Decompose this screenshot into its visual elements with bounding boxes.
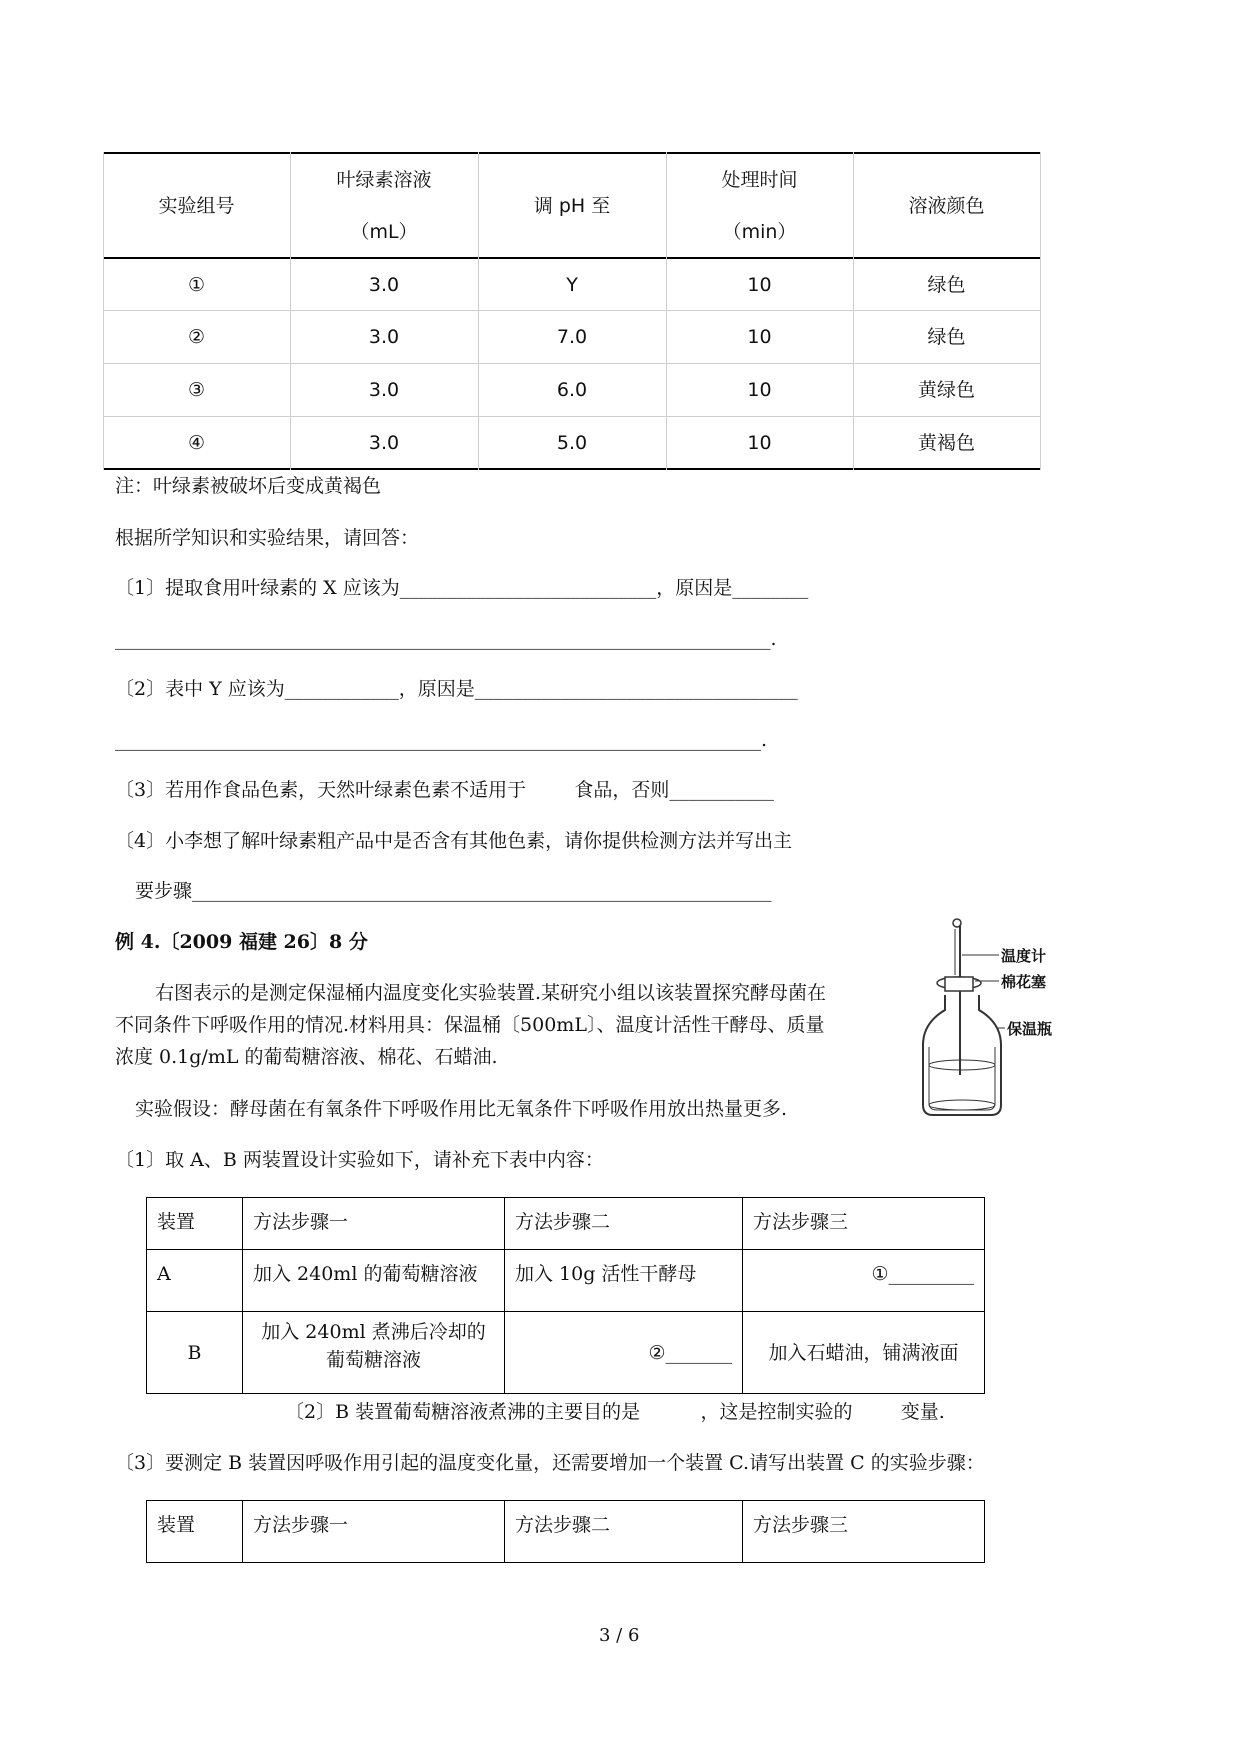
apparatus-figure xyxy=(915,915,1065,1120)
procedure-table-c xyxy=(146,1500,985,1563)
table-cell: A xyxy=(147,1250,243,1312)
table-cell: 7.0 xyxy=(556,326,588,348)
question-1: 〔1〕提取食用叶绿素的 X 应该为___________________________，原因是________ xyxy=(115,577,809,599)
table-cell: 方法步骤一 xyxy=(243,1198,505,1250)
question-4: 〔4〕小李想了解叶绿素粗产品中是否含有其他色素，请你提供检测方法并写出主 xyxy=(115,830,793,852)
part-1-text: 〔1〕取 A、B 两装置设计实验如下，请补充下表中内容： xyxy=(115,1149,604,1171)
table-cell: 加入石蜡油，铺满液面 xyxy=(743,1312,985,1394)
header-cell: 实验组号 xyxy=(158,194,235,217)
table-cell: ④ xyxy=(187,431,206,454)
table-bottom-rule xyxy=(103,468,1041,470)
table-cell: 3.0 xyxy=(368,273,400,296)
table-cell: 黄绿色 xyxy=(917,379,975,401)
label-bottle: 保温瓶 xyxy=(1007,1020,1053,1038)
table-cell: 装置 xyxy=(147,1501,243,1563)
question-4-cont: 要步骤_____________________________________________________________ xyxy=(135,880,772,902)
question-3: 〔3〕若用作食品色素，天然叶绿素色素不适用于 食品，否则___________ xyxy=(115,779,774,801)
paragraph: 右图表示的是测定保湿桶内温度变化实验装置.某研究小组以该装置探究酵母菌在 xyxy=(155,982,827,1004)
intro-text: 根据所学知识和实验结果，请回答： xyxy=(115,527,420,549)
table-cell: 10 xyxy=(747,379,772,401)
table-cell: 绿色 xyxy=(927,273,966,296)
answer-blank: _____________________________________________________________________. xyxy=(115,628,777,650)
table-cell: 绿色 xyxy=(927,326,966,348)
header-cell: 处理时间 （min） xyxy=(721,168,798,243)
chlorophyll-table xyxy=(103,152,1041,470)
table-cell: 10 xyxy=(747,273,772,296)
table-note: 注：叶绿素被破坏后变成黄褐色 xyxy=(115,475,382,497)
table-row xyxy=(147,1198,985,1250)
paragraph: 不同条件下呼吸作用的情况.材料用具：保温桶〔500mL〕、温度计活性干酵母、质量 xyxy=(115,1014,825,1036)
table-cell: 黄褐色 xyxy=(917,431,975,454)
hypothesis-text: 实验假设：酵母菌在有氧条件下呼吸作用比无氧条件下呼吸作用放出热量更多. xyxy=(135,1098,788,1120)
header-cell: 叶绿素溶液 （mL） xyxy=(336,168,432,243)
page-number: 3 / 6 xyxy=(599,1625,640,1646)
table-cell: 3.0 xyxy=(368,431,400,454)
blank-cell[interactable]: ①_________ xyxy=(743,1250,985,1312)
table-cell: ① xyxy=(187,273,206,296)
table-row xyxy=(147,1250,985,1312)
table-row xyxy=(147,1312,985,1394)
table-cell: 加入 240ml 的葡萄糖溶液 xyxy=(243,1250,505,1312)
table-cell: 3.0 xyxy=(368,379,400,401)
question-2: 〔2〕表中 Y 应该为____________，原因是__________________________________ xyxy=(115,678,798,700)
table-cell: 3.0 xyxy=(368,326,400,348)
table-cell: 6.0 xyxy=(556,379,588,401)
table-cell: B xyxy=(147,1312,243,1394)
table-cell: 方法步骤三 xyxy=(743,1198,985,1250)
col-divider xyxy=(1040,152,1041,470)
table-cell: 10 xyxy=(747,431,772,454)
table-cell: 加入 10g 活性干酵母 xyxy=(505,1250,743,1312)
table-cell: Y xyxy=(566,273,578,296)
table-cell: 方法步骤二 xyxy=(505,1198,743,1250)
table-cell: ② xyxy=(187,326,206,348)
table-cell: 加入 240ml 煮沸后冷却的葡萄糖溶液 xyxy=(243,1312,505,1394)
table-cell: ③ xyxy=(187,379,206,401)
answer-blank: ____________________________________________________________________. xyxy=(115,729,768,751)
part-2-text: 〔2〕B 装置葡萄糖溶液煮沸的主要目的是 ，这是控制实验的 变量. xyxy=(285,1401,945,1423)
part-3-text: 〔3〕要测定 B 装置因呼吸作用引起的温度变化量，还需要增加一个装置 C.请写出装置 C 的实验步骤： xyxy=(115,1452,985,1474)
table-cell: 方法步骤二 xyxy=(505,1501,743,1563)
header-cell: 调 pH 至 xyxy=(533,194,611,217)
header-cell: 溶液颜色 xyxy=(908,194,985,217)
table-row xyxy=(147,1501,985,1563)
label-cotton: 棉花塞 xyxy=(1001,973,1047,991)
table-cell: 方法步骤三 xyxy=(743,1501,985,1563)
procedure-table xyxy=(146,1197,985,1394)
table-cell: 5.0 xyxy=(556,431,588,454)
table-cell: 10 xyxy=(747,326,772,348)
label-thermometer: 温度计 xyxy=(1001,947,1047,965)
paragraph: 浓度 0.1g/mL 的葡萄糖溶液、棉花、石蜡油. xyxy=(115,1046,498,1068)
example-title: 例 4.〔2009 福建 26〕8 分 xyxy=(115,931,368,953)
table-cell: 方法步骤一 xyxy=(243,1501,505,1563)
table-cell: 装置 xyxy=(147,1198,243,1250)
blank-cell[interactable]: ②_______ xyxy=(505,1312,743,1394)
